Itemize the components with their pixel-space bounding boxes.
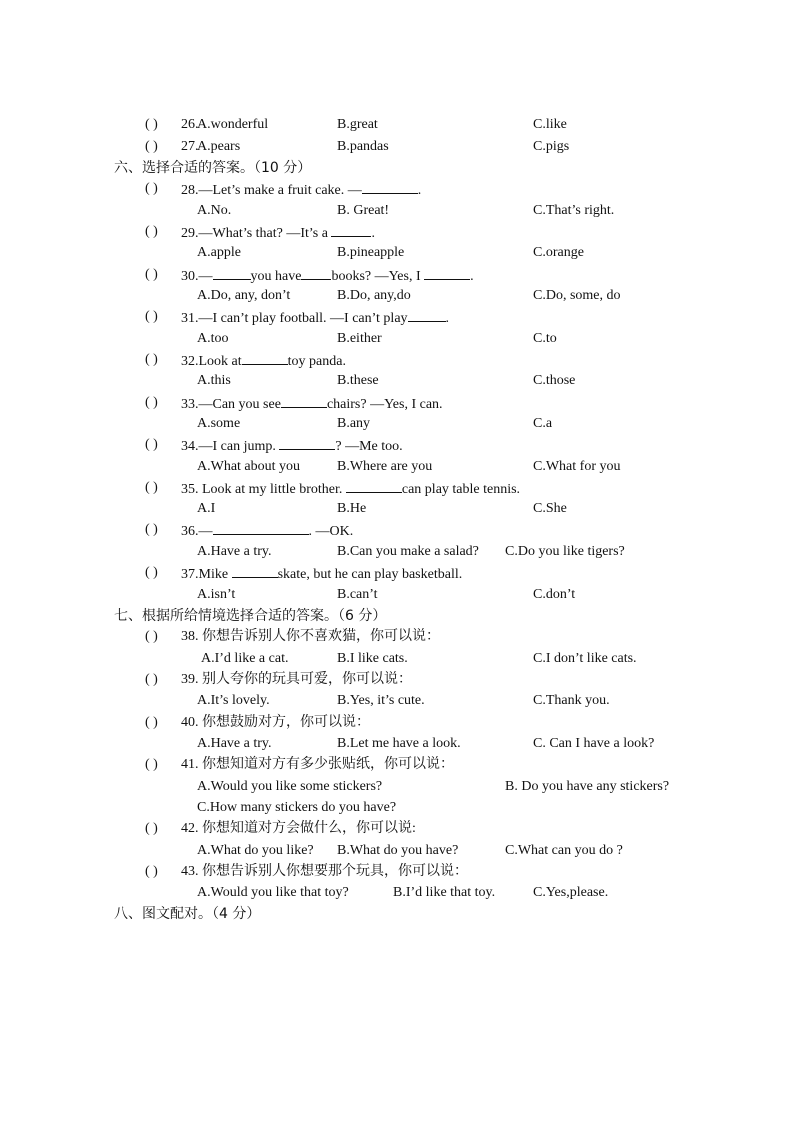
options-28 bbox=[0, 201, 794, 221]
option-c: C.What for you bbox=[533, 459, 621, 474]
option-a: A.wonderful bbox=[197, 117, 269, 132]
option-b: B.Do, any,do bbox=[337, 288, 411, 303]
option-c: C.Thank you. bbox=[533, 693, 610, 708]
option-b: B.Where are you bbox=[337, 459, 433, 474]
answer-paren: ( ) bbox=[145, 395, 158, 410]
answer-blank[interactable] bbox=[331, 222, 371, 237]
question-text: 33.—Can you see chairs? —Yes, I can. bbox=[181, 393, 443, 415]
answer-paren: ( ) bbox=[145, 267, 158, 282]
option-a: A.Do, any, don’t bbox=[197, 288, 291, 303]
option-b: B.Yes, it’s cute. bbox=[337, 693, 425, 708]
question-text: 36.— . —OK. bbox=[181, 520, 353, 542]
option-b: B.great bbox=[337, 117, 378, 132]
answer-paren: ( ) bbox=[145, 181, 158, 196]
answer-paren: ( ) bbox=[145, 757, 158, 772]
option-c: C.She bbox=[533, 501, 567, 516]
answer-blank[interactable] bbox=[213, 265, 251, 280]
option-c: C.a bbox=[533, 416, 553, 431]
question-text: 29.—What’s that? —It’s a . bbox=[181, 222, 375, 244]
option-b: B.either bbox=[337, 331, 382, 346]
question-text: 37.Mike skate, but he can play basketball. bbox=[181, 563, 462, 585]
option-a: A.I bbox=[197, 501, 216, 516]
option-c: C.How many stickers do you have? bbox=[197, 800, 397, 815]
option-b: B. Great! bbox=[337, 203, 390, 218]
answer-blank[interactable] bbox=[301, 265, 331, 280]
option-c: C.pigs bbox=[533, 139, 570, 154]
option-b: B.can’t bbox=[337, 587, 378, 602]
option-b: B.I’d like that toy. bbox=[393, 885, 496, 900]
option-c: C.Do, some, do bbox=[533, 288, 621, 303]
question-number: 27. bbox=[181, 139, 199, 154]
option-b: B.pineapple bbox=[337, 245, 405, 260]
options-30 bbox=[0, 286, 794, 306]
answer-blank[interactable] bbox=[242, 350, 288, 365]
options-38 bbox=[0, 649, 794, 669]
option-b: B.any bbox=[337, 416, 371, 431]
answer-paren: ( ) bbox=[145, 565, 158, 580]
option-a: A.apple bbox=[197, 245, 241, 260]
answer-paren: ( ) bbox=[145, 480, 158, 495]
question-text: 41. 你想知道对方有多少张贴纸，你可以说： bbox=[181, 757, 454, 772]
question-40 bbox=[0, 713, 794, 733]
question-41 bbox=[0, 755, 794, 775]
option-a: A.Would you like that toy? bbox=[197, 885, 349, 900]
question-37 bbox=[0, 563, 794, 583]
options-41 bbox=[0, 777, 794, 797]
answer-blank[interactable] bbox=[213, 520, 309, 535]
option-a: A.some bbox=[197, 416, 241, 431]
question-text: 39. 别人夸你的玩具可爱，你可以说： bbox=[181, 672, 412, 687]
section-6-heading: 六、选择合适的答案。（10 分） bbox=[114, 160, 312, 176]
answer-paren: ( ) bbox=[145, 864, 158, 879]
options-31 bbox=[0, 329, 794, 349]
options-41-row2 bbox=[0, 798, 794, 818]
options-37 bbox=[0, 585, 794, 605]
options-34 bbox=[0, 457, 794, 477]
question-38 bbox=[0, 627, 794, 647]
option-a: A.No. bbox=[197, 203, 232, 218]
answer-blank[interactable] bbox=[408, 307, 446, 322]
answer-blank[interactable] bbox=[279, 435, 335, 450]
answer-paren: ( ) bbox=[145, 821, 158, 836]
option-c: C.those bbox=[533, 373, 576, 388]
option-c: C.to bbox=[533, 331, 557, 346]
option-a: A.It’s lovely. bbox=[197, 693, 270, 708]
answer-paren: ( ) bbox=[145, 352, 158, 367]
question-36 bbox=[0, 520, 794, 540]
answer-blank[interactable] bbox=[346, 478, 402, 493]
options-43 bbox=[0, 883, 794, 903]
answer-paren: ( ) bbox=[145, 437, 158, 452]
question-29 bbox=[0, 222, 794, 242]
option-c: C.I don’t like cats. bbox=[533, 651, 637, 666]
question-number: 26. bbox=[181, 117, 199, 132]
question-33 bbox=[0, 393, 794, 413]
option-a: A.What do you like? bbox=[197, 843, 314, 858]
option-b: B.What do you have? bbox=[337, 843, 459, 858]
question-text: 35. Look at my little brother. can play table tennis. bbox=[181, 478, 520, 500]
option-a: A.What about you bbox=[197, 459, 301, 474]
question-text: 32.Look at toy panda. bbox=[181, 350, 346, 372]
options-35 bbox=[0, 499, 794, 519]
option-b: B.Can you make a salad? bbox=[337, 544, 479, 559]
question-32 bbox=[0, 350, 794, 370]
option-b: B.these bbox=[337, 373, 379, 388]
option-b: B.Let me have a look. bbox=[337, 736, 461, 751]
section-7-heading: 七、根据所给情境选择合适的答案。（6 分） bbox=[114, 608, 387, 624]
question-text: 43. 你想告诉别人你想要那个玩具，你可以说： bbox=[181, 864, 468, 879]
option-a: A.Have a try. bbox=[197, 736, 272, 751]
question-text: 38. 你想告诉别人你不喜欢猫，你可以说： bbox=[181, 629, 440, 644]
option-c: C. Can I have a look? bbox=[533, 736, 655, 751]
option-b: B.pandas bbox=[337, 139, 389, 154]
answer-paren: ( ) bbox=[145, 117, 158, 132]
option-a: A.isn’t bbox=[197, 587, 236, 602]
question-43 bbox=[0, 862, 794, 882]
answer-paren: ( ) bbox=[145, 715, 158, 730]
option-a: A.too bbox=[197, 331, 229, 346]
options-33 bbox=[0, 414, 794, 434]
question-27 bbox=[0, 137, 794, 157]
answer-paren: ( ) bbox=[145, 672, 158, 687]
answer-blank[interactable] bbox=[232, 563, 278, 578]
options-36 bbox=[0, 542, 794, 562]
options-39 bbox=[0, 691, 794, 711]
option-b: B.I like cats. bbox=[337, 651, 408, 666]
question-text: 31.—I can’t play football. —I can’t play . bbox=[181, 307, 449, 329]
question-35 bbox=[0, 478, 794, 498]
options-42 bbox=[0, 841, 794, 861]
option-a: A.pears bbox=[197, 139, 241, 154]
question-31 bbox=[0, 307, 794, 327]
section-8-heading: 八、图文配对。（4 分） bbox=[114, 906, 261, 922]
option-c: C.Yes,please. bbox=[533, 885, 609, 900]
option-a: A.Have a try. bbox=[197, 544, 272, 559]
option-a: A.I’d like a cat. bbox=[201, 651, 289, 666]
option-c: C.That’s right. bbox=[533, 203, 615, 218]
option-a: A.this bbox=[197, 373, 231, 388]
answer-paren: ( ) bbox=[145, 224, 158, 239]
question-26 bbox=[0, 115, 794, 135]
option-c: C.orange bbox=[533, 245, 584, 260]
answer-paren: ( ) bbox=[145, 629, 158, 644]
options-32 bbox=[0, 371, 794, 391]
question-39 bbox=[0, 670, 794, 690]
option-a: A.Would you like some stickers? bbox=[197, 779, 383, 794]
question-text: 40. 你想鼓励对方，你可以说： bbox=[181, 715, 370, 730]
answer-paren: ( ) bbox=[145, 522, 158, 537]
question-28 bbox=[0, 179, 794, 199]
option-b: B.He bbox=[337, 501, 367, 516]
question-text: 34.—I can jump. ? —Me too. bbox=[181, 435, 403, 457]
option-b: B. Do you have any stickers? bbox=[505, 779, 670, 794]
question-30 bbox=[0, 265, 794, 285]
question-text: 42. 你想知道对方会做什么，你可以说: bbox=[181, 821, 416, 836]
option-c: C.like bbox=[533, 117, 567, 132]
question-42 bbox=[0, 819, 794, 839]
answer-blank[interactable] bbox=[362, 179, 418, 194]
answer-paren: ( ) bbox=[145, 139, 158, 154]
options-40 bbox=[0, 734, 794, 754]
option-c: C.don’t bbox=[533, 587, 576, 602]
option-c: C.What can you do ? bbox=[505, 843, 623, 858]
question-text: 30.— you have books? —Yes, I . bbox=[181, 265, 474, 287]
question-34 bbox=[0, 435, 794, 455]
options-29 bbox=[0, 243, 794, 263]
question-text: 28.—Let’s make a fruit cake. — . bbox=[181, 179, 421, 201]
option-c: C.Do you like tigers? bbox=[505, 544, 625, 559]
answer-paren: ( ) bbox=[145, 309, 158, 324]
answer-blank[interactable] bbox=[424, 265, 470, 280]
answer-blank[interactable] bbox=[281, 393, 327, 408]
